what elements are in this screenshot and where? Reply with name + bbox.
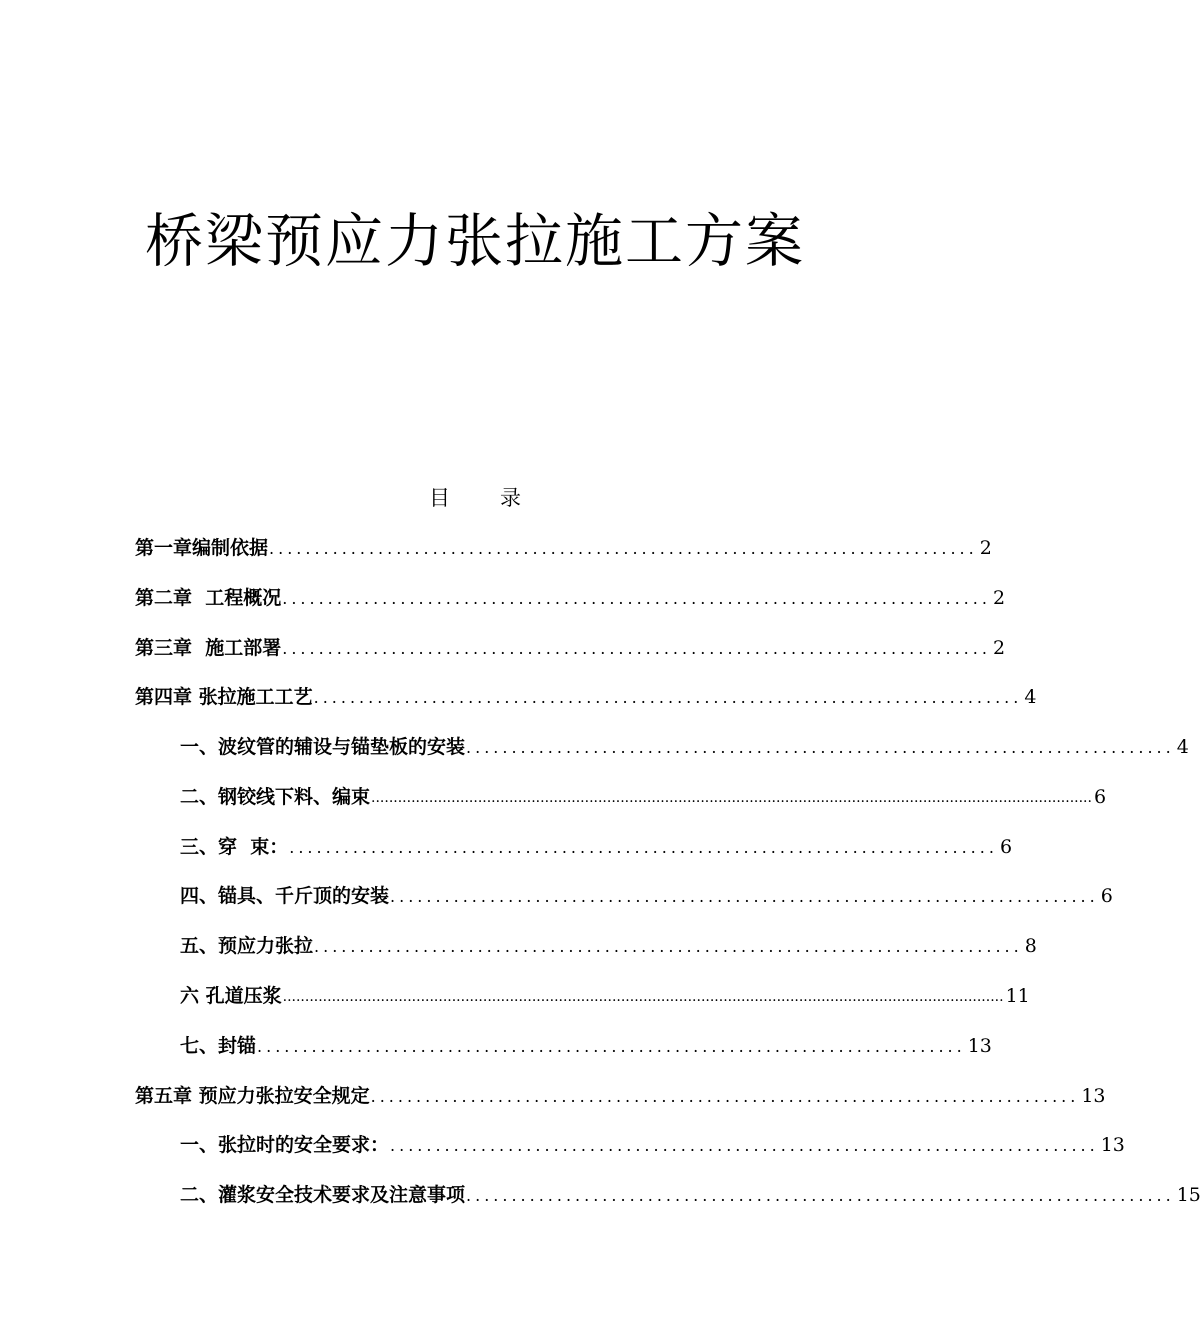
toc-entry-page: 6 (999, 836, 1013, 858)
toc-entry-page: 2 (992, 637, 1006, 659)
toc-entry-label: 五、预应力张拉 (180, 935, 314, 957)
toc-entry-label: 二、钢铰线下料、编束 (180, 786, 371, 808)
toc-leader-dots: .............................................................................. (289, 838, 998, 857)
toc-entry-page: 4 (1176, 736, 1189, 758)
toc-entry-chapter-3[interactable] (135, 632, 1006, 662)
toc-entry-label: 七、封锚 (180, 1035, 257, 1057)
toc-entry-page: 11 (1005, 985, 1030, 1007)
toc-leader-dots: .................................................................................................................................................................. (282, 989, 1004, 1005)
toc-leader-dots: .............................................................................. (370, 1087, 1080, 1106)
toc-leader-dots: .............................................................................. (313, 688, 1023, 707)
toc-entry-page: 8 (1024, 935, 1037, 957)
toc-entry-label: 第四章 张拉施工工艺 (135, 686, 313, 708)
toc-heading-right: 录 (500, 486, 521, 510)
toc-leader-dots: .............................................................................. (257, 1037, 966, 1056)
toc-leader-dots: .............................................................................. (282, 589, 991, 608)
toc-entry-label: 三、穿 束： (180, 836, 289, 858)
toc-entry-section-4-3[interactable] (180, 831, 1013, 861)
toc-leader-dots: .............................................................................. (390, 887, 1099, 906)
toc-entry-label: 第五章 预应力张拉安全规定 (135, 1085, 370, 1107)
toc-entry-page: 15 (1176, 1184, 1201, 1206)
toc-leader-dots: .............................................................................. (269, 539, 978, 558)
toc-entry-page: 13 (1100, 1134, 1125, 1156)
toc-entry-label: 第一章编制依据 (135, 537, 269, 559)
toc-entry-label: 六 孔道压浆 (180, 985, 282, 1007)
toc-entry-label: 四、锚具、千斤顶的安装 (180, 885, 390, 907)
toc-entry-page: 6 (1093, 786, 1107, 808)
toc-entry-section-4-6[interactable] (180, 980, 1030, 1010)
toc-leader-dots: .............................................................................. (466, 1186, 1175, 1205)
toc-entry-section-5-2[interactable] (180, 1179, 1201, 1209)
toc-entry-label: 二、灌浆安全技术要求及注意事项 (180, 1184, 466, 1206)
toc-entry-page: 6 (1100, 885, 1113, 907)
toc-entry-section-4-5[interactable] (180, 930, 1037, 960)
toc-entry-section-4-4[interactable] (180, 880, 1113, 910)
toc-entry-section-5-1[interactable] (180, 1129, 1125, 1159)
toc-leader-dots: .............................................................................. (390, 1136, 1099, 1155)
toc-entry-chapter-5[interactable] (135, 1080, 1106, 1110)
toc-entry-label: 一、波纹管的辅设与锚垫板的安装 (180, 736, 466, 758)
toc-entry-chapter-2[interactable] (135, 582, 1006, 612)
toc-entry-section-4-7[interactable] (180, 1030, 992, 1060)
toc-entry-section-4-2[interactable] (180, 781, 1107, 811)
toc-entry-page: 4 (1024, 686, 1037, 708)
toc-entry-page: 13 (967, 1035, 992, 1057)
toc-leader-dots: .................................................................................................................................................................. (371, 790, 1092, 806)
toc-entry-page: 13 (1081, 1085, 1106, 1107)
toc-leader-dots: .............................................................................. (314, 937, 1023, 956)
toc-entry-label: 第三章 施工部署 (135, 637, 282, 659)
document-title: 桥梁预应力张拉施工方案 (144, 207, 805, 275)
toc-entry-label: 第二章 工程概况 (135, 587, 282, 609)
toc-entry-chapter-1[interactable] (135, 532, 992, 562)
toc-entry-section-4-1[interactable] (180, 731, 1189, 761)
toc-entry-page: 2 (979, 537, 992, 559)
toc-leader-dots: .............................................................................. (466, 738, 1175, 757)
toc-entry-page: 2 (992, 587, 1006, 609)
toc-leader-dots: .............................................................................. (282, 639, 991, 658)
toc-entry-chapter-4[interactable] (135, 681, 1037, 711)
toc-heading-left: 目 (429, 486, 450, 510)
toc-entry-label: 一、张拉时的安全要求： (180, 1134, 390, 1156)
